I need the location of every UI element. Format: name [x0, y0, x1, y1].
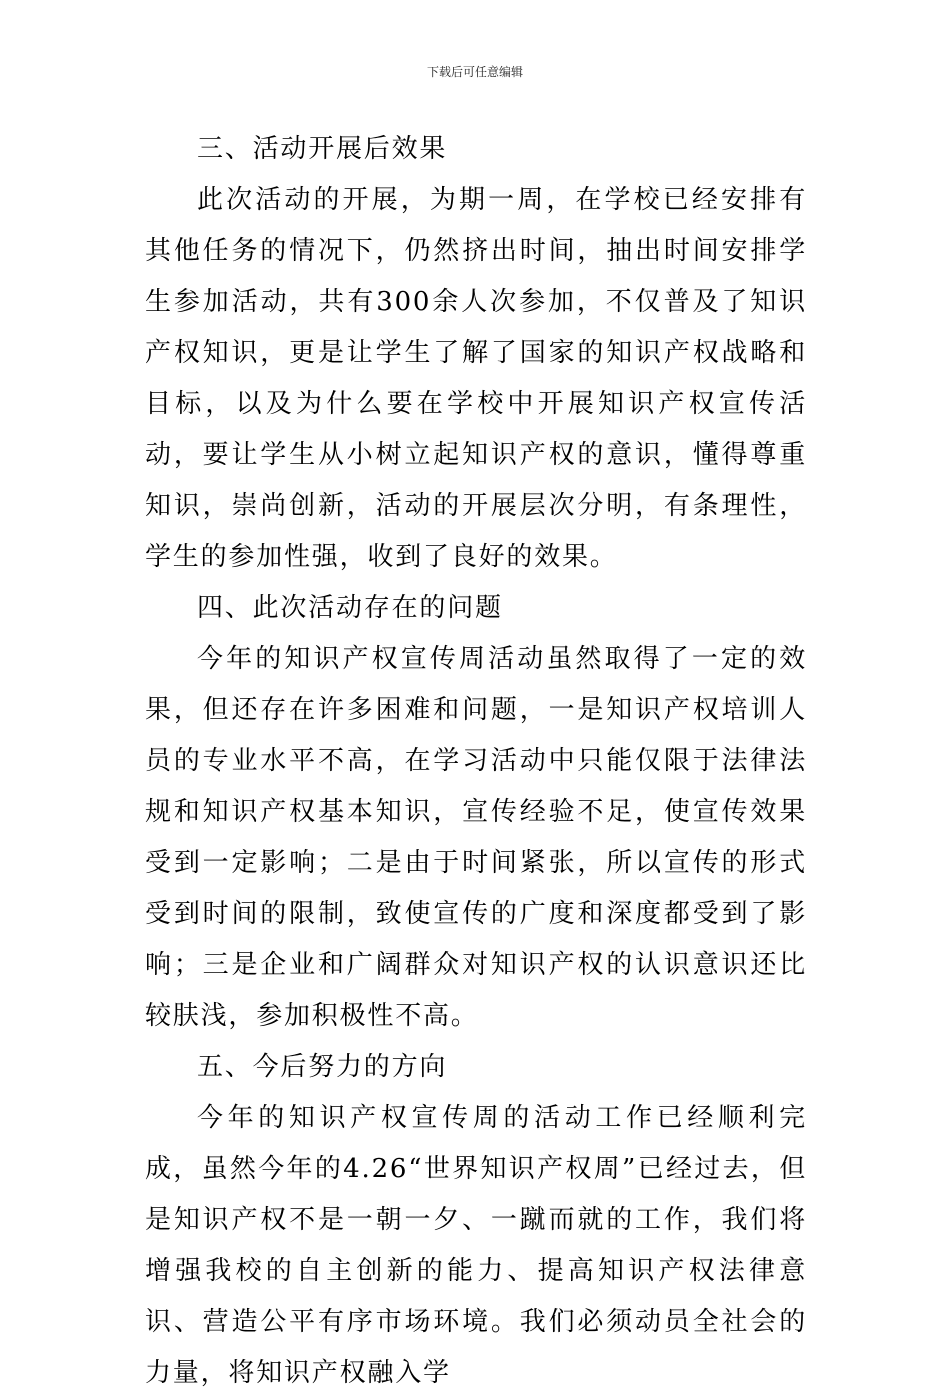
section-paragraph-problems: 今年的知识产权宣传周活动虽然取得了一定的效果，但还存在许多困难和问题，一是知识产权培训人员的专业水平不高，在学习活动中只能仅限于法律法规和知识产权基本知识，宣传经验不足，使宣传效果受到一定影响；二是由于时间紧张，所以宣传的形式受到时间的限制，致使宣传的广度和深度都受到了影响；三是企业和广阔群众对知识产权的认识意识还比较肤浅，参加积极性不高。: [145, 644, 807, 1031]
section-paragraph-effects: 此次活动的开展，为期一周，在学校已经安排有其他任务的情况下，仍然挤出时间，抽出时间安排学生参加活动，共有300余人次参加，不仅普及了知识产权知识，更是让学生了解了国家的知识产权战略和目标，以及为什么要在学校中开展知识产权宣传活动，要让学生从小树立起知识产权的意识，懂得尊重知识，崇尚创新，活动的开展层次分明，有条理性，学生的参加性强，收到了良好的效果。: [145, 185, 807, 572]
section-heading-problems: 四、此次活动存在的问题: [197, 593, 503, 623]
page-header-note: 下载后可任意编辑: [426, 65, 523, 79]
section-paragraph-future-direction: 今年的知识产权宣传周的活动工作已经顺利完成，虽然今年的4.26“世界知识产权周”已经过去，但是知识产权不是一朝一夕、一蹴而就的工作，我们将增强我校的自主创新的能力、提高知识产权法律意识、营造公平有序市场环境。我们必须动员全社会的力量，将知识产权融入学: [145, 1103, 807, 1388]
document-body: [145, 124, 807, 1399]
section-heading-future-direction: 五、今后努力的方向: [197, 1052, 448, 1082]
section-heading-effects: 三、活动开展后效果: [197, 134, 448, 164]
